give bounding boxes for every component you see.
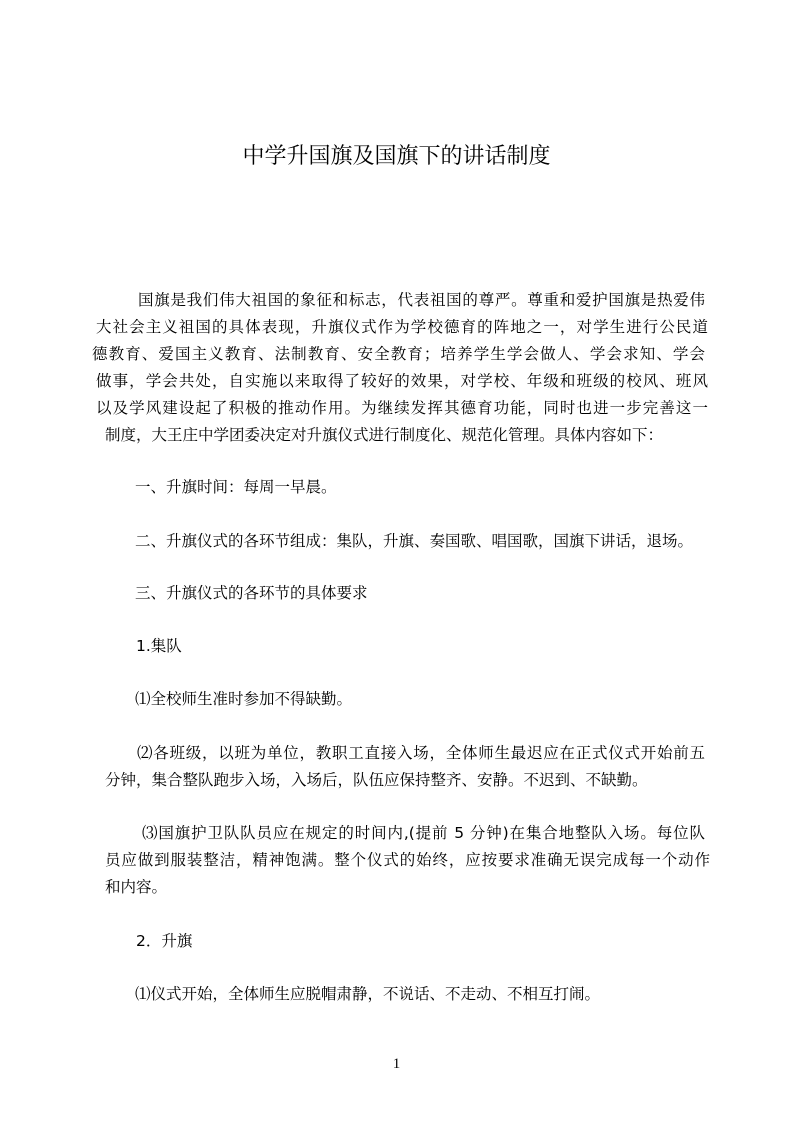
- item-line: 和内容。: [105, 878, 168, 896]
- subsection-1-item-2: [105, 740, 705, 794]
- intro-paragraph: [92, 287, 708, 449]
- item-line: ⑶国旗护卫队队员应在规定的时间内,(提前 5 分钟)在集合地整队入场。每位队: [142, 824, 705, 842]
- intro-line: 德教育、爱国主义教育、法制教育、安全教育；培养学生学会做人、学会求知、学会: [92, 345, 705, 363]
- intro-line: 制度，大王庄中学团委决定对升旗仪式进行制度化、规范化管理。具体内容如下：: [105, 426, 664, 444]
- document-title: 中学升国旗及国旗下的讲话制度: [242, 144, 551, 169]
- subsection-2-item-1: ⑴仪式开始，全体师生应脱帽肃静，不说话、不走动、不相互打闹。: [135, 985, 601, 1003]
- item-line: ⑵各班级，以班为单位，教职工直接入场，全体师生最迟应在正式仪式开始前五: [137, 744, 705, 762]
- subsection-2-heading: 2．升旗: [136, 932, 193, 950]
- subsection-1-item-3: [105, 820, 710, 901]
- subsection-1-heading: 1.集队: [136, 637, 182, 655]
- intro-line: 大社会主义祖国的具体表现，升旗仪式作为学校德育的阵地之一，对学生进行公民道: [96, 318, 708, 336]
- page-number: 1: [392, 1056, 401, 1072]
- intro-line: 做事，学会共处，自实施以来取得了较好的效果，对学校、年级和班级的校风、班风: [96, 372, 708, 390]
- item-line: 员应做到服装整洁，精神饱满。整个仪式的始终，应按要求准确无误完成每一个动作: [105, 851, 710, 869]
- section-2: 二、升旗仪式的各环节组成：集队，升旗、奏国歌、唱国歌，国旗下讲话，退场。: [135, 532, 694, 550]
- section-1: 一、升旗时间：每周一早晨。: [135, 478, 337, 496]
- subsection-1-item-1: ⑴全校师生准时参加不得缺勤。: [135, 690, 353, 708]
- section-3: 三、升旗仪式的各环节的具体要求: [135, 584, 368, 602]
- item-line: 分钟，集合整队跑步入场，入场后，队伍应保持整齐、安静。不迟到、不缺勤。: [105, 771, 648, 789]
- intro-line: 以及学风建设起了积极的推动作用。为继续发挥其德育功能，同时也进一步完善这一: [96, 399, 708, 417]
- intro-line: 国旗是我们伟大祖国的象征和标志，代表祖国的尊严。尊重和爱护国旗是热爱伟: [138, 291, 705, 309]
